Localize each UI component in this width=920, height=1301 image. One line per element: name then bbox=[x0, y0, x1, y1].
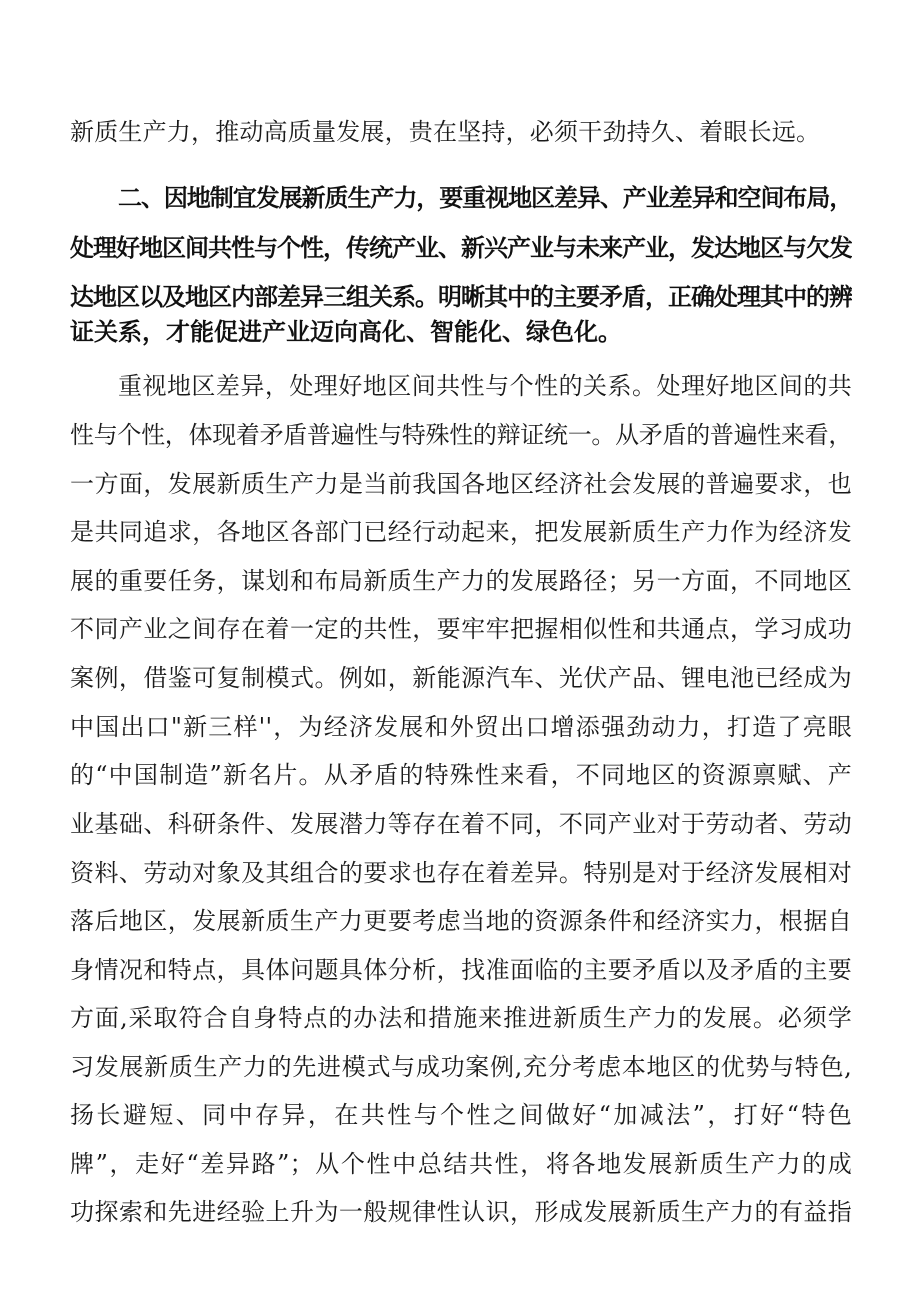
body-line-17: 牌”，走好“差异路”；从个性中总结共性，将各地发展新质生产力的成 bbox=[70, 1150, 852, 1178]
body-line-6: 不同产业之间存在着一定的共性，要牢牢把握相似性和共通点，学习成功 bbox=[70, 615, 852, 643]
section-heading-line-4: 证关系，才能促进产业迈向高化、智能化、绿色化。 bbox=[70, 318, 622, 346]
section-heading-line-2: 处理好地区间共性与个性，传统产业、新兴产业与未来产业，发达地区与欠发 bbox=[70, 234, 852, 262]
body-line-7: 案例，借鉴可复制模式。例如，新能源汽车、光伏产品、锂电池已经成为 bbox=[70, 664, 852, 692]
body-line-1: 重视地区差异，处理好地区间共性与个性的关系。处理好地区间的共 bbox=[118, 372, 852, 400]
body-line-18: 功探索和先进经验上升为一般规律性认识，形成发展新质生产力的有益指 bbox=[70, 1198, 852, 1226]
body-line-9: 的“中国制造”新名片。从矛盾的特殊性来看，不同地区的资源禀赋、产 bbox=[70, 761, 852, 789]
body-line-15: 习发展新质生产力的先进模式与成功案例,充分考虑本地区的优势与特色, bbox=[70, 1053, 852, 1081]
body-line-13: 身情况和特点，具体问题具体分析，找准面临的主要矛盾以及矛盾的主要 bbox=[70, 956, 852, 984]
body-line-3: 一方面，发展新质生产力是当前我国各地区经济社会发展的普遍要求，也 bbox=[70, 470, 852, 498]
body-line-4: 是共同追求，各地区各部门已经行动起来，把发展新质生产力作为经济发 bbox=[70, 518, 852, 546]
body-line-12: 落后地区，发展新质生产力更要考虑当地的资源条件和经济实力，根据自 bbox=[70, 907, 852, 935]
body-line-10: 业基础、科研条件、发展潜力等存在着不同，不同产业对于劳动者、劳动 bbox=[70, 810, 852, 838]
body-line-5: 展的重要任务，谋划和布局新质生产力的发展路径；另一方面，不同地区 bbox=[70, 567, 852, 595]
section-heading-line-3: 达地区以及地区内部差异三组关系。明晰其中的主要矛盾，正确处理其中的辨 bbox=[70, 283, 852, 311]
body-line-11: 资料、劳动对象及其组合的要求也存在着差异。特别是对于经济发展相对 bbox=[70, 859, 852, 887]
section-heading-line-1: 二、因地制宜发展新质生产力，要重视地区差异、产业差异和空间布局， bbox=[118, 184, 852, 212]
body-line-2: 性与个性，体现着矛盾普遍性与特殊性的辩证统一。从矛盾的普遍性来看， bbox=[70, 421, 852, 449]
body-line-14: 方面,采取符合自身特点的办法和措施来推进新质生产力的发展。必须学 bbox=[70, 1004, 852, 1032]
paragraph-1-line-1: 新质生产力，推动高质量发展，贵在坚持，必须干劲持久、着眼长远。 bbox=[70, 118, 821, 146]
body-line-16: 扬长避短、同中存异，在共性与个性之间做好“加减法”，打好“特色 bbox=[70, 1101, 852, 1129]
body-line-8: 中国出口"新三样''，为经济发展和外贸出口增添强劲动力，打造了亮眼 bbox=[70, 713, 852, 741]
